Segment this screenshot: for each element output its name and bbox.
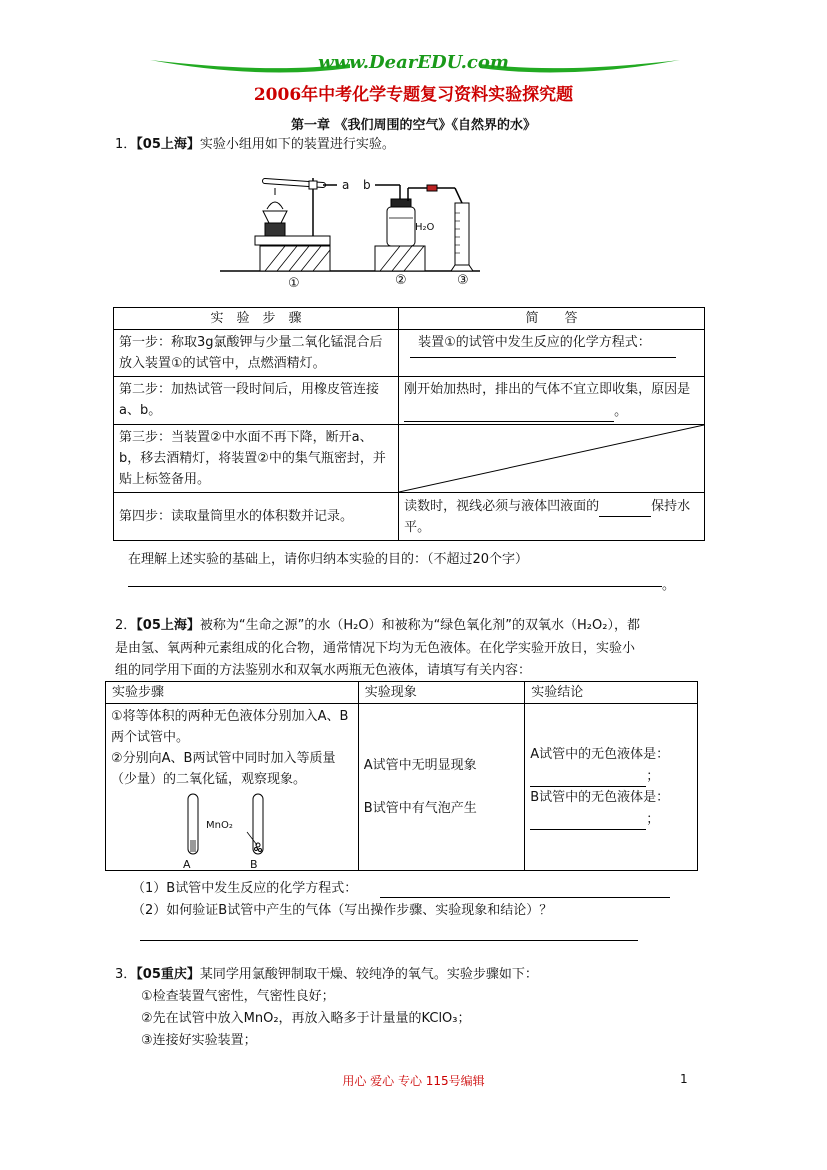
q2-step-2: ②分别向A、B两试管中同时加入等质量（少量）的二氧化锰，观察现象。 <box>111 751 336 787</box>
label-apparatus-2: ② <box>395 273 407 288</box>
q1-answer-1-blank[interactable] <box>410 353 676 358</box>
q2-sub2-blank[interactable] <box>140 940 638 941</box>
question-2-stem-line2: 是由氢、氧两种元素组成的化合物，通常情况下均为无色液体。在化学实验开放日，实验小 <box>115 641 636 656</box>
q2-conclusion-a: A试管中的无色液体是： <box>530 747 670 762</box>
q2-header-conclusions: 实验结论 <box>525 682 698 704</box>
q2-sub1: （1）B试管中发生反应的化学方程式： <box>132 881 358 896</box>
question-3-stem: 3．【05重庆】某同学用氯酸钾制取干燥、较纯净的氧气。实验步骤如下： <box>115 967 538 982</box>
q1-answer-3-crossed <box>399 425 705 493</box>
q1-step-1: 第一步：称取3g氯酸钾与少量二氧化锰混合后放入装置①的试管中，点燃酒精灯。 <box>114 330 399 377</box>
q2-sub1-blank[interactable] <box>380 897 670 898</box>
q1-answer-2-blank[interactable] <box>404 400 614 422</box>
q2-header-phenomena: 实验现象 <box>358 682 524 704</box>
q1-step-2: 第二步：加热试管一段时间后，用橡皮管连接a、b。 <box>114 377 399 425</box>
q1-header-steps: 实 验 步 骤 <box>114 308 399 330</box>
tube-a-label: A <box>183 858 191 871</box>
q1-header-answers: 简 答 <box>399 308 705 330</box>
mno2-label: MnO₂ <box>206 820 233 831</box>
q1-followup: 在理解上述实验的基础上，请你归纳本实验的目的：（不超过20个字） <box>128 552 529 567</box>
q1-step-4: 第四步：读取量筒里水的体积数并记录。 <box>114 493 399 541</box>
q1-answer-4-pre: 读数时，视线必须与液体凹液面的 <box>404 499 600 514</box>
q1-followup-blank[interactable] <box>128 586 662 587</box>
q2-conclusion-b: B试管中的无色液体是： <box>530 790 670 805</box>
q1-answer-2-pre: 刚开始加热时，排出的气体不宜立即收集，原因是 <box>404 382 691 397</box>
chapter-title: 第一章 《我们周围的空气》《自然界的水》 <box>290 118 537 133</box>
q2-conclusion-b-blank[interactable] <box>530 808 646 830</box>
q3-step-3: ③连接好实验装置； <box>141 1033 257 1048</box>
q2-sub2: （2）如何验证B试管中产生的气体（写出操作步骤、实验现象和结论）？ <box>132 903 553 918</box>
q2-table: 实验步骤 实验现象 实验结论 ①将等体积的两种无色液体分别加入A、B两个试管中。 ②分别向A、B两试管中同时加入等质量（少量）的二氧化锰，观察现象。 MnO₂ A B A试管中无明显现象 B试管中有气泡产生 A试管中的无色液体是： ； B试管中的无色液体是： ； <box>105 681 698 871</box>
q2-header-steps: 实验步骤 <box>106 682 359 704</box>
tube-b-label: B <box>250 858 258 871</box>
q2-phenomenon-b: B试管中有气泡产生 <box>363 801 477 816</box>
q2-phenomenon-a: A试管中无明显现象 <box>363 758 477 773</box>
label-b: b <box>363 178 371 192</box>
question-1-stem: 1．【05上海】实验小组用如下的装置进行实验。 <box>115 137 395 152</box>
q3-step-2: ②先在试管中放入MnO₂，再放入略多于计量量的KClO₃； <box>141 1011 471 1026</box>
label-apparatus-1: ① <box>288 276 300 291</box>
question-2-stem-line3: 组的同学用下面的方法鉴别水和双氧水两瓶无色液体，请填写有关内容： <box>115 663 532 678</box>
q1-table: 实 验 步 骤 简 答 第一步：称取3g氯酸钾与少量二氧化锰混合后放入装置①的试管中，点燃酒精灯。 装置①的试管中发生反应的化学方程式： 第二步：加热试管一段时间后，用橡皮管连接a、b。 刚开始加热时，排出的气体不宜立即收集，原因是 。 第三步：当装置②中水面不再下降，断开a、b，移去酒精灯，将装置②中的集气瓶密封，并贴上标签备用。 第四步：读取量筒里水的体积数并记录。 读数时，视线必须与液体凹液面的 保持水平。 <box>113 307 705 541</box>
label-apparatus-3: ③ <box>457 273 469 288</box>
q2-step-1: ①将等体积的两种无色液体分别加入A、B两个试管中。 <box>111 709 349 745</box>
q1-answer-4-blank[interactable] <box>599 495 651 517</box>
footer-text: 用心 爱心 专心 115号编辑 <box>342 1074 485 1088</box>
document-title: 2006年中考化学专题复习资料实验探究题 <box>253 85 574 105</box>
q1-step-3: 第三步：当装置②中水面不再下降，断开a、b，移去酒精灯，将装置②中的集气瓶密封，并贴上标签备用。 <box>114 425 399 493</box>
page-number: 1 <box>680 1072 688 1086</box>
label-water: H₂O <box>415 222 435 233</box>
q1-answer-1: 装置①的试管中发生反应的化学方程式： <box>418 335 651 350</box>
q2-conclusion-a-blank[interactable] <box>530 765 646 787</box>
label-a: a <box>342 178 350 192</box>
question-2-stem-line1: 2．【05上海】被称为“生命之源”的水（H₂O）和被称为“绿色氧化剂”的双氧水（H₂O₂），都 <box>115 618 640 633</box>
site-url: www.DearEDU.com <box>318 52 509 73</box>
q3-step-1: ①检查装置气密性，气密性良好； <box>141 989 335 1004</box>
